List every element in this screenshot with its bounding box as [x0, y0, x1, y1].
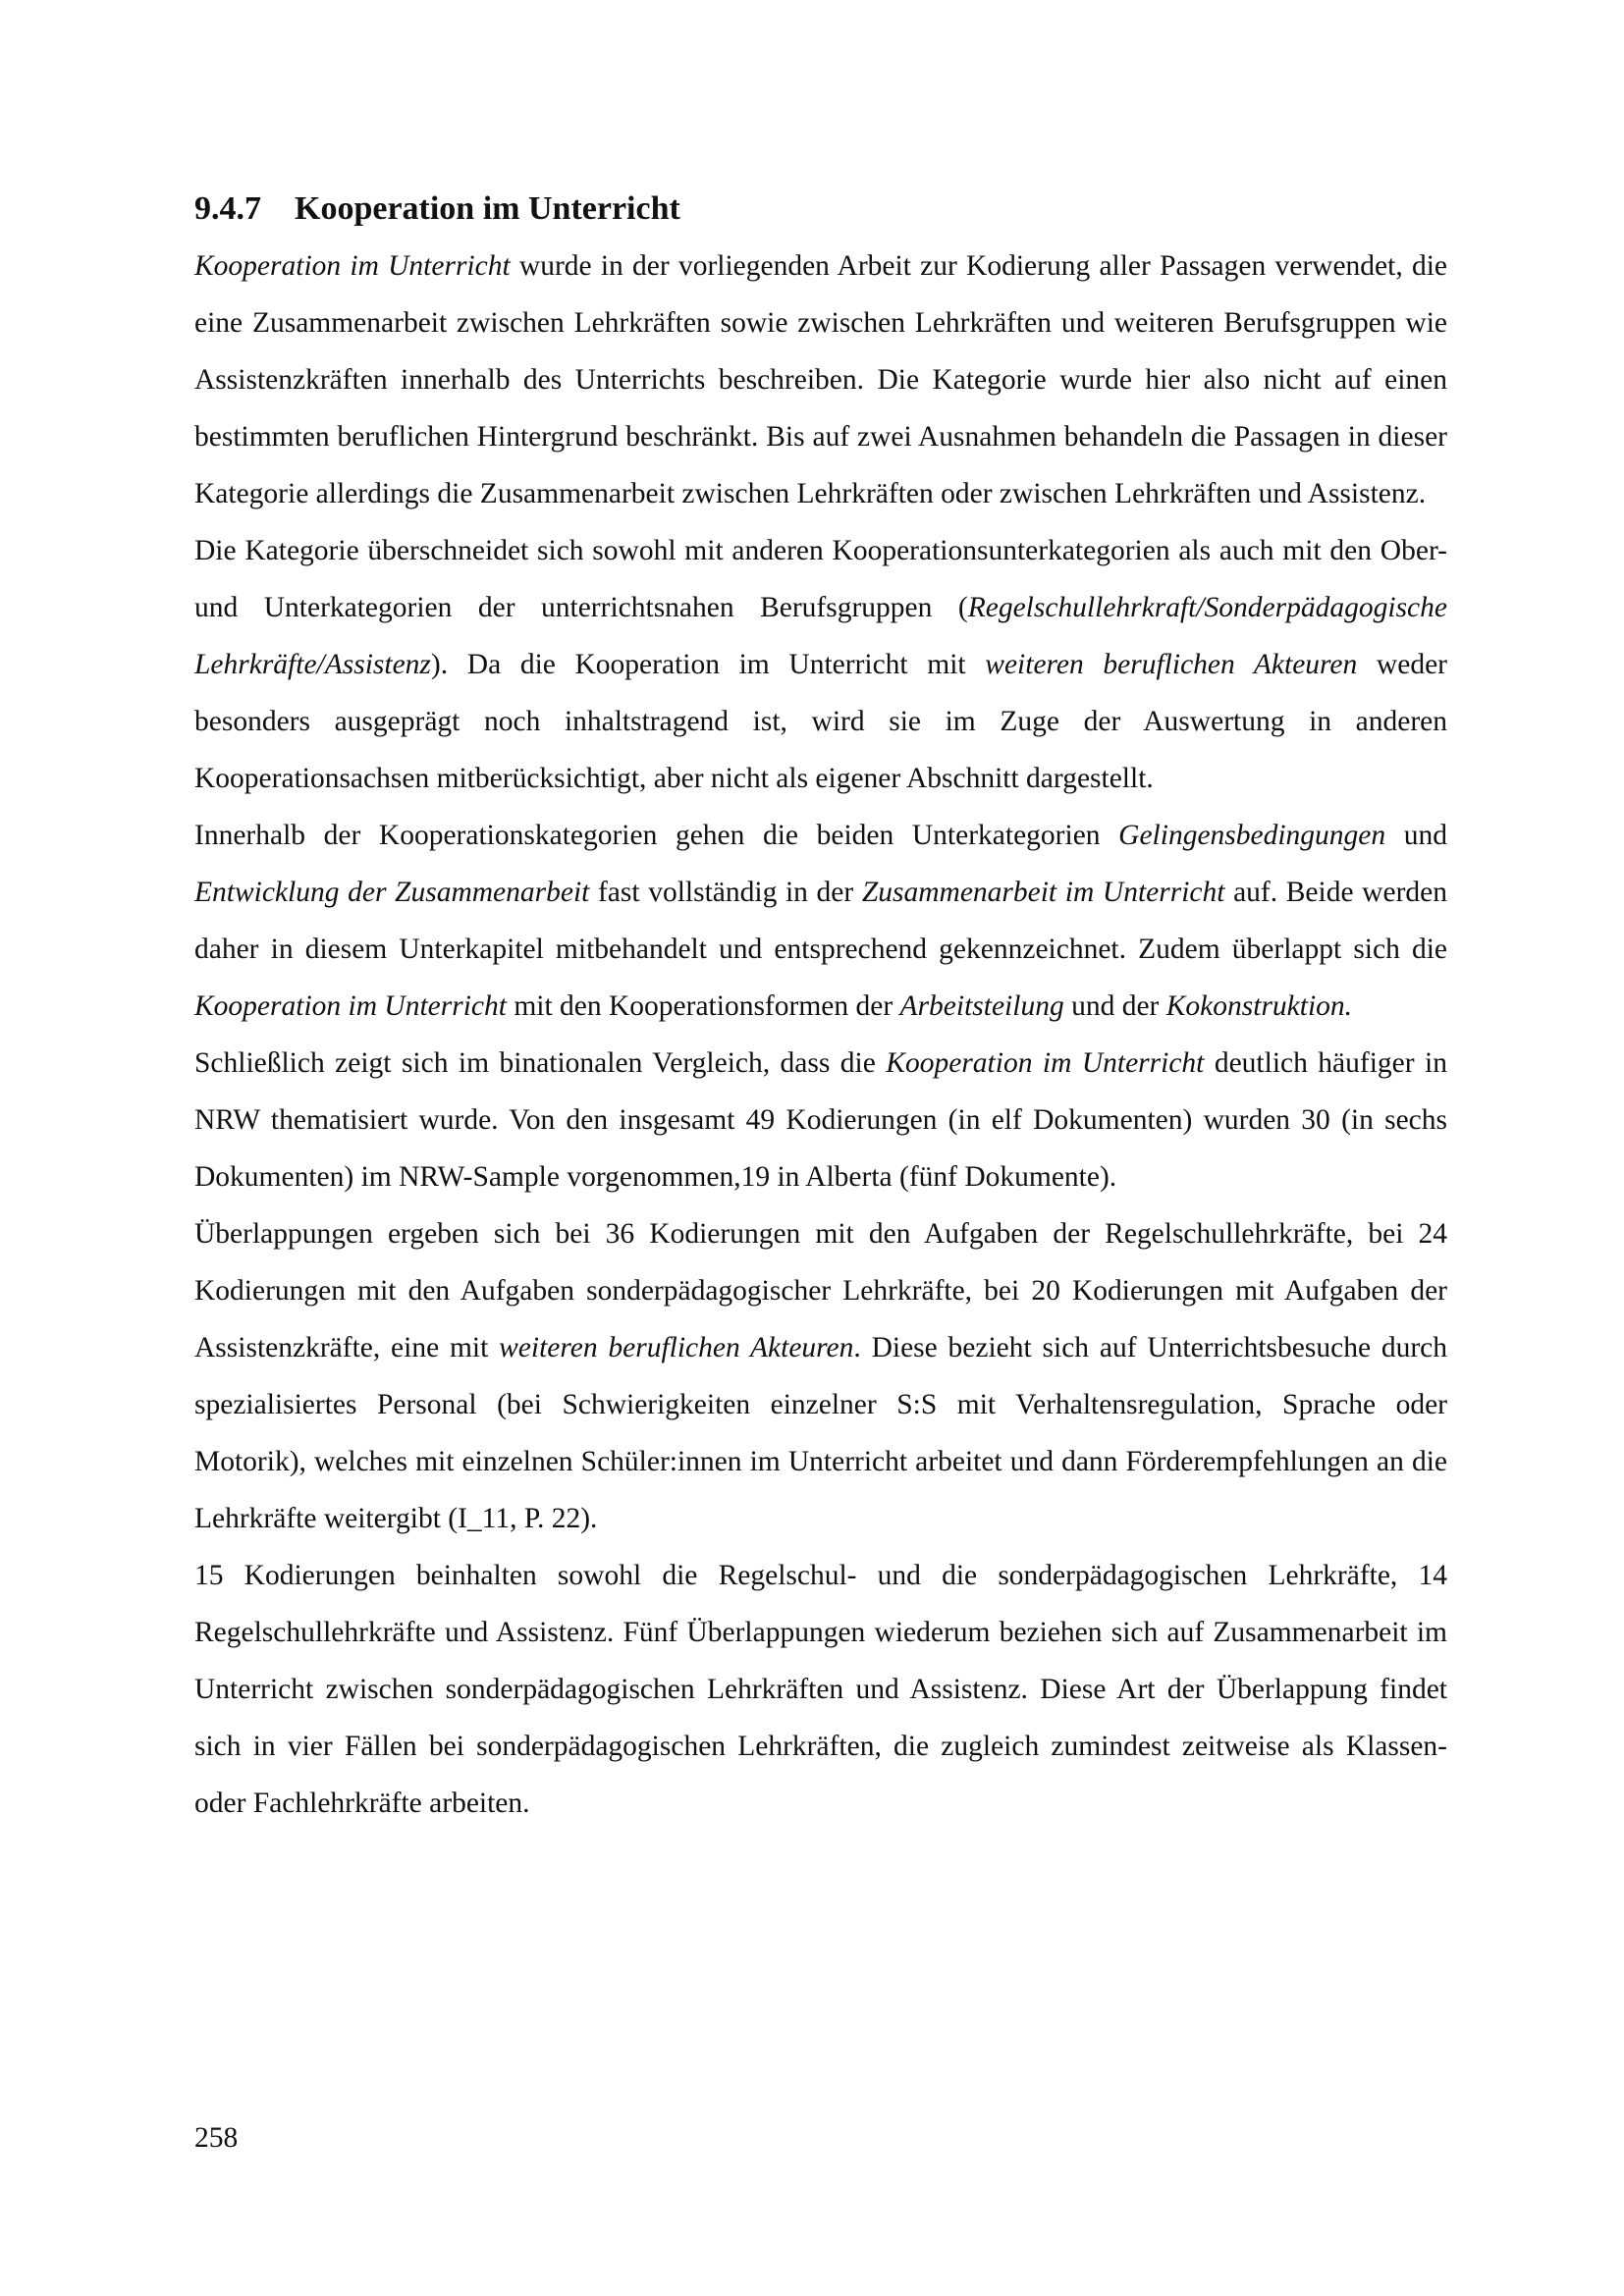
italic-term: Regelschullehrkraft/Sonderpädagogische Lehrkräfte/Assistenz: [194, 592, 1447, 680]
italic-term: weiteren beruflichen Akteuren: [499, 1332, 854, 1363]
italic-term: Arbeitsteilung: [899, 990, 1064, 1022]
page-content: [194, 185, 1447, 1832]
paragraph: [194, 522, 1447, 807]
text-run: deutlich häufiger in NRW thematisiert wurde. Von den insgesamt 49 Kodierungen (in elf Dokumenten) wurden 30 (in sechs Dokumenten) im NRW-Sample vorgenommen,19 in Alberta (fünf Dokumente).: [194, 1047, 1447, 1193]
text-run: Innerhalb der Kooperationskategorien gehen die beiden Unterkategorien: [194, 820, 1119, 851]
section-title: Kooperation im Unterricht: [295, 190, 680, 227]
paragraph: [194, 1547, 1447, 1832]
italic-term: Kokonstruktion.: [1165, 990, 1353, 1022]
italic-term: Entwicklung der Zusammenarbeit: [194, 877, 590, 908]
text-run: Überlappungen ergeben sich bei 36 Kodierungen mit den Aufgaben der Regelschullehrkräfte, bei 24 Kodierungen mit den Aufgaben sonderpädagogischer Lehrkräfte, bei 20 Kodierungen mit Aufgaben der Assistenzkräfte, eine mit: [194, 1218, 1447, 1363]
text-run: und: [1385, 820, 1448, 851]
page-number: 258: [194, 2122, 239, 2154]
text-run: auf. Beide werden daher in diesem Unterkapitel mitbehandelt und entsprechend gekennzeichnet. Zudem überlappt sich die: [194, 877, 1447, 965]
italic-term: Kooperation im Unterricht: [194, 250, 511, 282]
italic-term: weiteren beruflichen Akteuren: [985, 649, 1358, 680]
paragraph: [194, 1035, 1447, 1205]
italic-term: Kooperation im Unterricht: [194, 990, 507, 1022]
text-run: . Diese bezieht sich auf Unterrichtsbesuche durch spezialisiertes Personal (bei Schwierigkeiten einzelner S:S mit Verhaltensregulation, Sprache oder Motorik), welches mit einzelnen Schüler:innen im Unterricht arbeitet und dann Förderempfehlungen an die Lehrkräfte weitergibt (I_11, P. 22).: [194, 1332, 1447, 1534]
text-run: mit den Kooperationsformen der: [506, 990, 900, 1022]
section-heading: [194, 185, 1447, 234]
paragraph: [194, 238, 1447, 522]
text-run: weder besonders ausgeprägt noch inhaltstragend ist, wird sie im Zuge der Auswertung in anderen Kooperationsachsen mitberücksichtigt, aber nicht als eigener Abschnitt dargestellt.: [194, 649, 1447, 794]
text-run: Schließlich zeigt sich im binationalen Vergleich, dass die: [194, 1047, 887, 1079]
paragraph: [194, 1205, 1447, 1547]
italic-term: Zusammenarbeit im Unterricht: [861, 877, 1225, 908]
section-number: 9.4.7: [194, 190, 261, 227]
text-run: wurde in der vorliegenden Arbeit zur Kodierung aller Passagen verwendet, die eine Zusammenarbeit zwischen Lehrkräften sowie zwischen Lehrkräften und weiteren Berufsgruppen wie Assistenzkräften innerhalb des Unterrichts beschreiben. Die Kategorie wurde hier also nicht auf einen bestimmten beruflichen Hintergrund beschränkt. Bis auf zwei Ausnahmen behandeln die Passagen in dieser Kategorie allerdings die Zusammenarbeit zwischen Lehrkräften oder zwischen Lehrkräften und Assistenz.: [194, 250, 1447, 509]
text-run: und der: [1063, 990, 1166, 1022]
paragraph: [194, 807, 1447, 1035]
text-run: ). Da die Kooperation im Unterricht mit: [430, 649, 986, 680]
text-run: 15 Kodierungen beinhalten sowohl die Regelschul- und die sonderpädagogischen Lehrkräfte, 14 Regelschullehrkräfte und Assistenz. Fünf Überlappungen wiederum beziehen sich auf Zusammenarbeit im Unterricht zwischen sonderpädagogischen Lehrkräften und Assistenz. Diese Art der Überlappung findet sich in vier Fällen bei sonderpädagogischen Lehrkräften, die zugleich zumindest zeitweise als Klassen- oder Fachlehrkräfte arbeiten.: [194, 1560, 1447, 1819]
italic-term: Kooperation im Unterricht: [886, 1047, 1205, 1079]
italic-term: Gelingensbedingungen: [1118, 820, 1386, 851]
text-run: Die Kategorie überschneidet sich sowohl mit anderen Kooperationsunterkategorien als auch mit den Ober- und Unterkategorien der unterrichtsnahen Berufsgruppen (: [194, 535, 1447, 623]
text-run: fast vollständig in der: [589, 877, 862, 908]
